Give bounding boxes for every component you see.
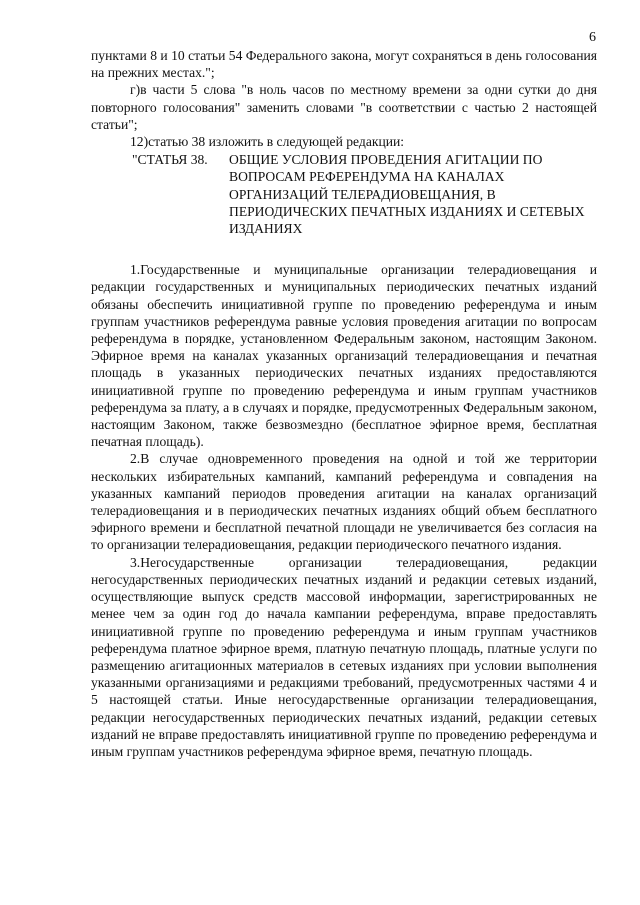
paragraph-amendment-g: г)в части 5 слова "в ноль часов по местному времени за одни сутки до дня повторного голосования" заменить словами "в соответствии с частью 2 настоящей статьи"; (91, 82, 597, 132)
article-part-3: 3.Негосударственные организации телерадиовещания, редакции негосударственных периодических печатных изданий и редакции сетевых изданий, осуществляющие выпуск средств массовой информации, зарегистрированных не менее чем за один год до начала кампании референдума, вправе предоставлять инициативной группе по проведению референдума и иным группам участников референдума платное эфирное время, платную печатную площадь, платные услуги по размещению агитационных материалов в сетевых изданиях при условии выполнения указанными организациями и редакциями требований, предусмотренных частями 4 и 5 настоящей статьи. Иные негосударственные организации телерадиовещания, редакции негосударственных периодических печатных изданий, редакции сетевых изданий не вправе предоставлять инициативной группе по проведению референдума и иным группам участников референдума эфирное время, печатную площадь. (91, 554, 597, 759)
document-body (91, 47, 597, 760)
page-number: 6 (589, 30, 596, 45)
article-part-2: 2.В случае одновременного проведения на одной и той же территории нескольких избирательных кампаний, кампаний референдума и совпадения на указанных кампаний периодов проведения агитации на каналах организаций телерадиовещания и в периодических печатных изданиях общий объем бесплатного эфирного времени и бесплатной печатной площади не увеличивается без согласия на то организации телерадиовещания, редакции периодического печатного издания. (91, 451, 597, 553)
article-heading (91, 151, 597, 237)
article-heading-title: ОБЩИЕ УСЛОВИЯ ПРОВЕДЕНИЯ АГИТАЦИИ ПО ВОПРОСАМ РЕФЕРЕНДУМА НА КАНАЛАХ ОРГАНИЗАЦИЙ ТЕЛЕРАДИОВЕЩАНИЯ, В ПЕРИОДИЧЕСКИХ ПЕЧАТНЫХ ИЗДАНИЯХ И СЕТЕВЫХ ИЗДАНИЯХ (229, 152, 585, 237)
spacer (91, 237, 597, 261)
paragraph-amendment-12: 12)статью 38 изложить в следующей редакции: (130, 134, 405, 150)
paragraph-continuation: пунктами 8 и 10 статьи 54 Федерального закона, могут сохраняться в день голосования на прежних местах."; (91, 48, 597, 81)
article-heading-label: "СТАТЬЯ 38. (132, 152, 208, 168)
article-part-1: 1.Государственные и муниципальные организации телерадиовещания и редакции государственных и муниципальных периодических печатных изданий обязаны обеспечить инициативной группе по проведению референдума и иным группам участников референдума равные условия проведения агитации по вопросам референдума в порядке, установленном Федеральным законом, настоящим Законом. Эфирное время на каналах указанных организаций телерадиовещания и печатная площадь в указанных периодических печатных изданиях предоставляются инициативной группе по проведению референдума и иным группам участников референдума за плату, а в случаях и порядке, предусмотренных Федеральным законом, настоящим Законом, также безвозмездно (бесплатное эфирное время, бесплатная печатная площадь). (91, 262, 597, 450)
